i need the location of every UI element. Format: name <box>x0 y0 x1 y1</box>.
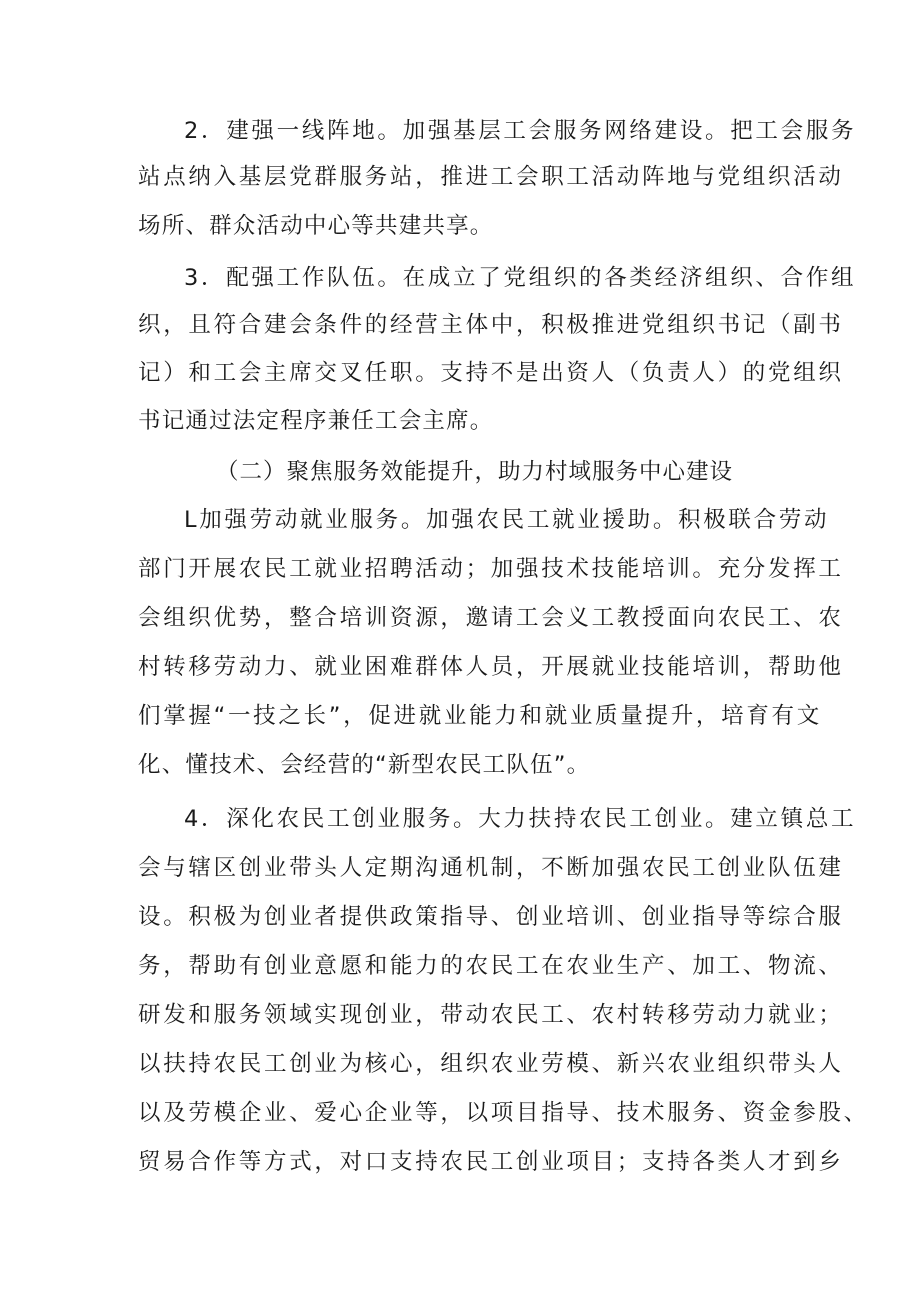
text-line: 记）和工会主席交叉任职。支持不是出资人（负责人）的党组织 <box>138 360 844 386</box>
text-line: 贸易合作等方式，对口支持农民工创业项目；支持各类人才到乡 <box>138 1149 844 1175</box>
text-line: 会组织优势，整合培训资源，邀请工会义工教授面向农民工、农 <box>138 605 844 631</box>
text-line: 2．建强一线阵地。加强基层工会服务网络建设。把工会服务 <box>184 118 857 144</box>
text-line: 书记通过法定程序兼任工会主席。 <box>138 408 494 434</box>
text-line: 4．深化农民工创业服务。大力扶持农民工创业。建立镇总工 <box>184 806 857 832</box>
text-line: 会与辖区创业带头人定期沟通机制，不断加强农民工创业队伍建 <box>138 855 844 881</box>
text-line: 们掌握“一技之长”，促进就业能力和就业质量提升，培育有文 <box>138 703 822 729</box>
text-line: 研发和服务领域实现创业，带动农民工、农村转移劳动力就业； <box>138 1002 844 1028</box>
text-line: 场所、群众活动中心等共建共享。 <box>138 213 494 239</box>
text-line: 部门开展农民工就业招聘活动；加强技术技能培训。充分发挥工 <box>138 556 844 582</box>
text-line: 以扶持农民工创业为核心，组织农业劳模、新兴农业组织带头人 <box>138 1051 844 1077</box>
text-line: 3．配强工作队伍。在成立了党组织的各类经济组织、合作组 <box>184 265 857 291</box>
text-line: 设。积极为创业者提供政策指导、创业培训、创业指导等综合服 <box>138 904 844 930</box>
section-heading: （二）聚焦服务效能提升，助力村域服务中心建设 <box>216 459 734 485</box>
text-line: 站点纳入基层党群服务站，推进工会职工活动阵地与党组织活动 <box>138 164 844 190</box>
text-line: 务，帮助有创业意愿和能力的农民工在农业生产、加工、物流、 <box>138 953 844 979</box>
text-line: L加强劳动就业服务。加强农民工就业援助。积极联合劳动 <box>184 507 830 533</box>
text-line: 村转移劳动力、就业困难群体人员，开展就业技能培训，帮助他 <box>138 654 844 680</box>
text-line: 以及劳模企业、爱心企业等，以项目指导、技术服务、资金参股、 <box>138 1100 869 1126</box>
text-line: 织，且符合建会条件的经营主体中，积极推进党组织书记（副书 <box>138 312 844 338</box>
text-line: 化、懂技术、会经营的“新型农民工队伍”。 <box>138 752 591 778</box>
